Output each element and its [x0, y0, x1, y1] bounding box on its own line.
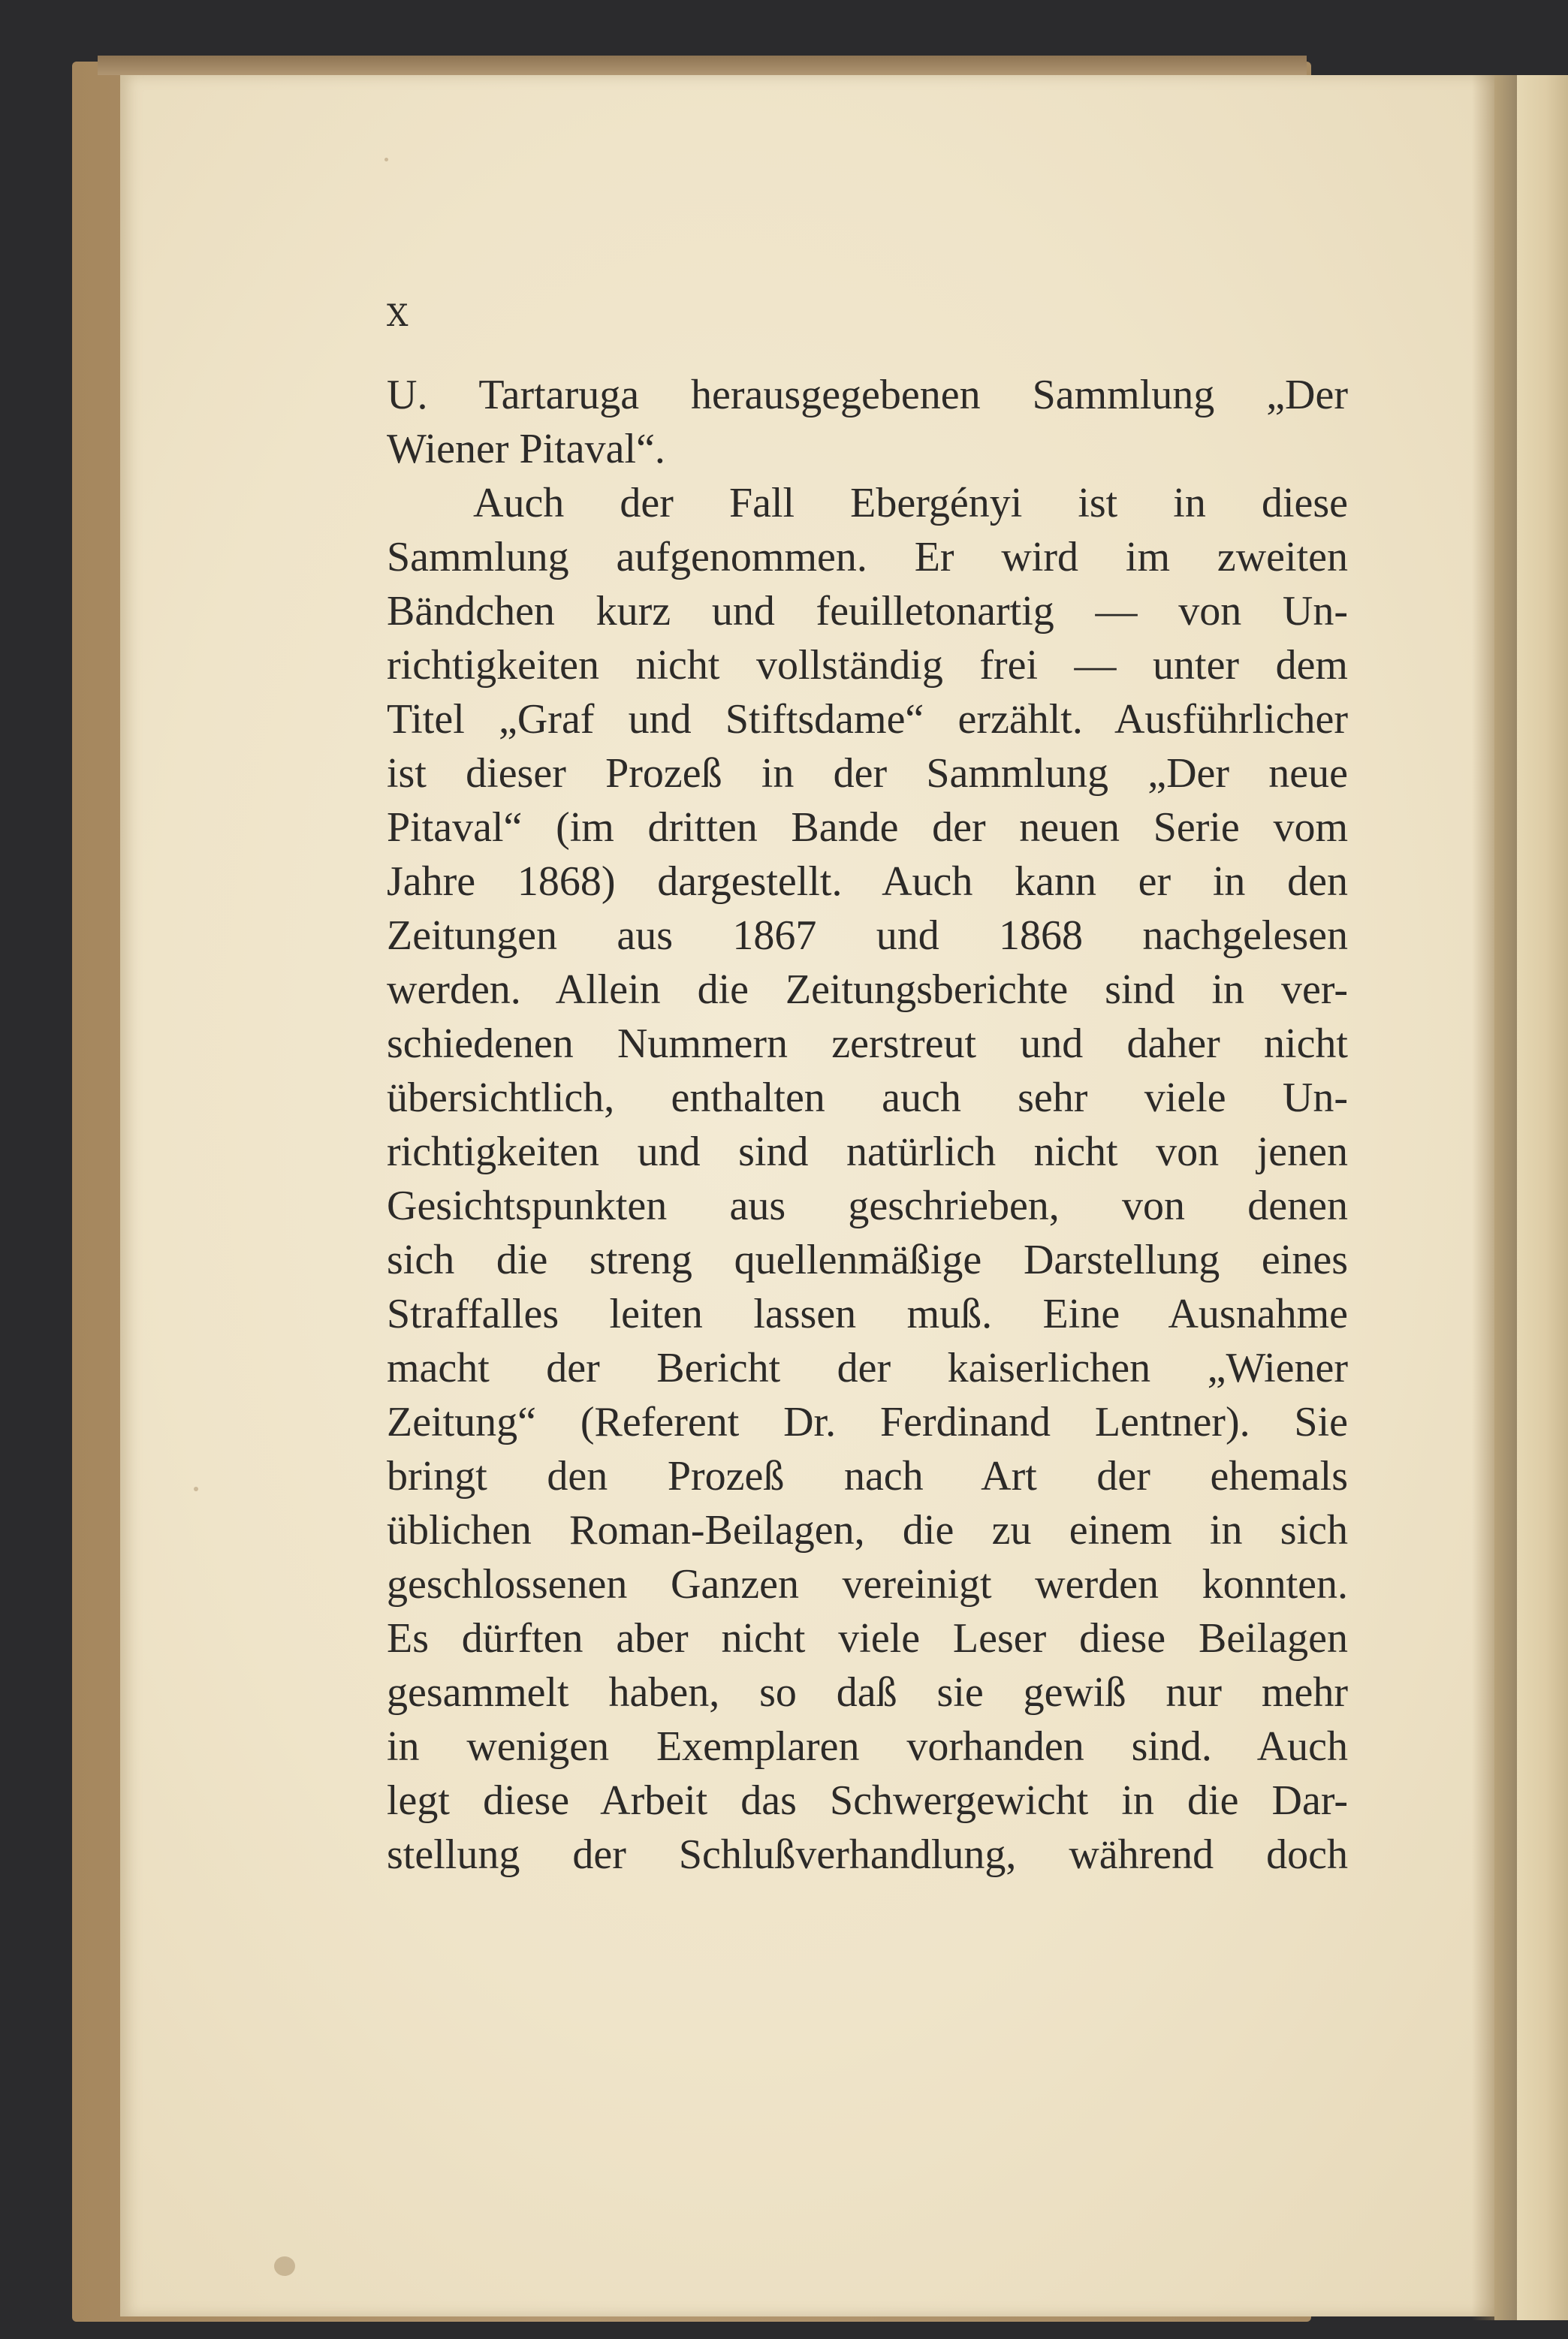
text-line: Wiener Pitaval“. [387, 426, 665, 472]
text-line: Gesichtspunkten aus geschrieben, von denen [387, 1183, 1348, 1229]
text-line: macht der Bericht der kaiserlichen „Wiener [387, 1345, 1348, 1391]
page-number: X [387, 299, 410, 333]
text-line: Jahre 1868) dargestellt. Auch kann er in den [387, 858, 1348, 905]
text-line: Sammlung aufgenommen. Er wird im zweiten [387, 534, 1348, 580]
text-line: übersichtlich, enthalten auch sehr viele Un- [387, 1075, 1348, 1121]
text-line: Pitaval“ (im dritten Bande der neuen Serie vom [387, 804, 1348, 851]
text-line: Straffalles leiten lassen muß. Eine Ausnahme [387, 1291, 1348, 1337]
text-line: Bändchen kurz und feuilletonartig — von Un- [387, 588, 1348, 634]
foxing-spot [194, 1487, 198, 1491]
text-line: in wenigen Exemplaren vorhanden sind. Auch [387, 1723, 1348, 1770]
foxing-spot [384, 158, 388, 161]
text-line: üblichen Roman-Beilagen, die zu einem in sich [387, 1507, 1348, 1554]
body-text [387, 368, 1348, 1882]
text-line: Es dürften aber nicht viele Leser diese Beilagen [387, 1615, 1348, 1662]
text-line: Zeitung“ (Referent Dr. Ferdinand Lentner). Sie [387, 1399, 1348, 1445]
text-line: stellung der Schlußverhandlung, während doch [387, 1831, 1348, 1878]
cover-top-edge [98, 56, 1307, 75]
text-line: geschlossenen Ganzen vereinigt werden konnten. [387, 1561, 1348, 1608]
text-line: werden. Allein die Zeitungsberichte sind in ver- [387, 966, 1348, 1013]
text-line: schiedenen Nummern zerstreut und daher nicht [387, 1020, 1348, 1067]
text-line: bringt den Prozeß nach Art der ehemals [387, 1453, 1348, 1500]
text-line: Zeitungen aus 1867 und 1868 nachgelesen [387, 912, 1348, 959]
text-line: richtigkeiten und sind natürlich nicht von jenen [387, 1129, 1348, 1175]
text-line: Titel „Graf und Stiftsdame“ erzählt. Ausführlicher [387, 696, 1348, 743]
gutter-shadow [1472, 75, 1517, 2320]
text-line: gesammelt haben, so daß sie gewiß nur mehr [387, 1669, 1348, 1716]
text-line: U. Tartaruga herausgegebenen Sammlung „Der [387, 372, 1348, 418]
text-line: Auch der Fall Ebergényi ist in diese [473, 480, 1348, 526]
text-line: sich die streng quellenmäßige Darstellung eines [387, 1237, 1348, 1283]
text-line: ist dieser Prozeß in der Sammlung „Der neue [387, 750, 1348, 797]
text-line: richtigkeiten nicht vollständig frei — unter dem [387, 642, 1348, 689]
foxing-spot [274, 2256, 295, 2276]
text-line: legt diese Arbeit das Schwergewicht in die Dar- [387, 1777, 1348, 1824]
